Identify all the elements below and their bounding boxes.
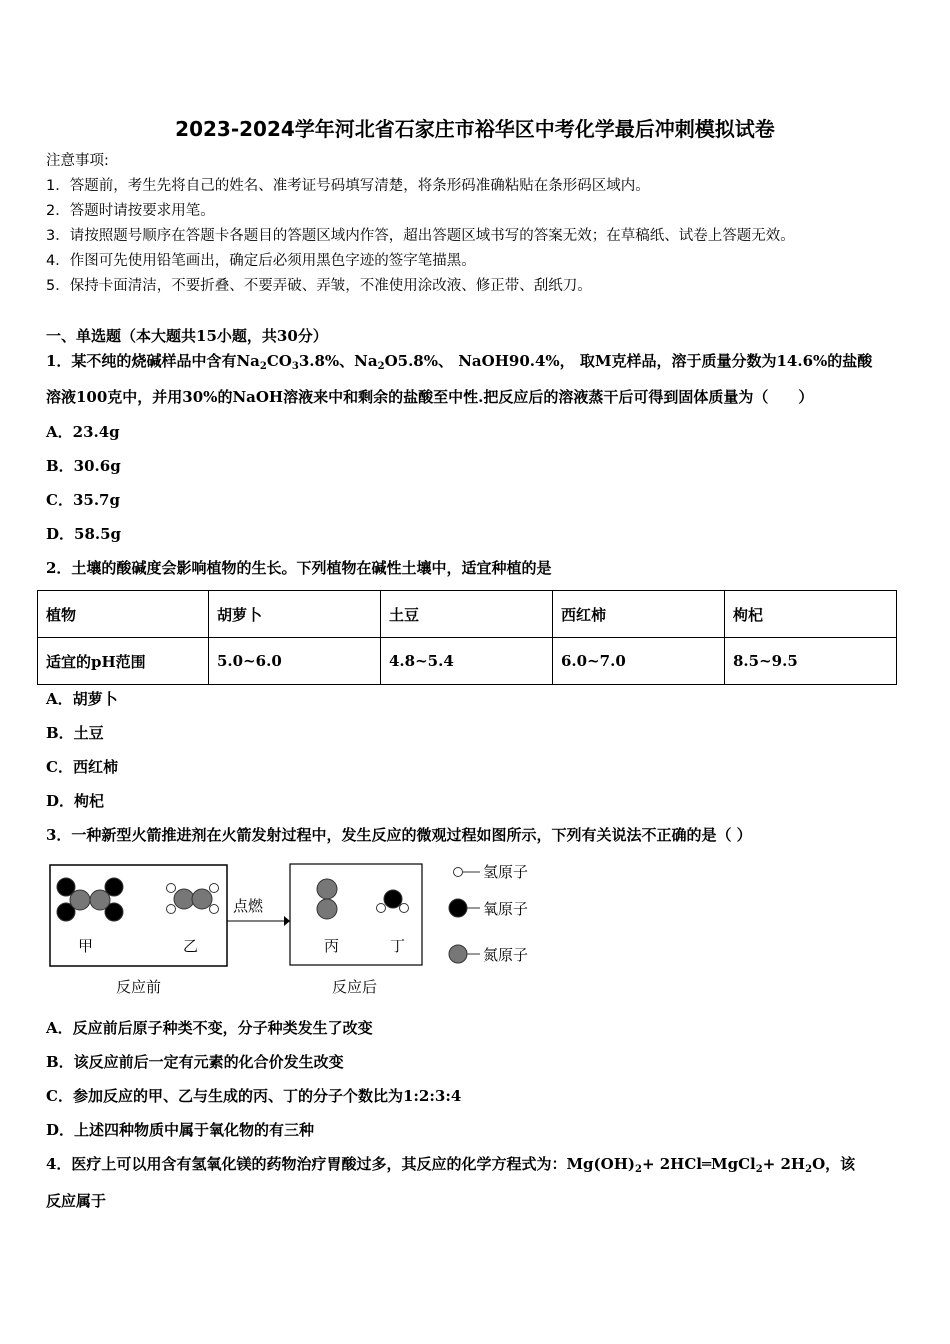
table-cell: 适宜的pH范围 [38, 638, 209, 685]
q2-option-b[interactable]: B．土豆 [46, 724, 104, 742]
label-ding: 丁 [390, 937, 406, 955]
note-item: 2．答题时请按要求用笔。 [46, 203, 215, 219]
arrow-label: 点燃 [233, 897, 264, 915]
q2-option-a[interactable]: A．胡萝卜 [46, 690, 118, 708]
q3-option-d[interactable]: D．上述四种物质中属于氧化物的有三种 [46, 1121, 315, 1139]
table-cell: 土豆 [381, 591, 553, 638]
q3-stem: 3．一种新型火箭推进剂在火箭发射过程中，发生反应的微观过程如图所示，下列有关说法不正确的是（ ） [46, 826, 752, 844]
q1-option-a[interactable]: A．23.4g [46, 423, 120, 441]
legend-oxygen: 氧原子 [483, 900, 529, 918]
legend-nitrogen: 氮原子 [483, 946, 529, 964]
legend-hydrogen: 氢原子 [483, 863, 529, 881]
section-heading: 一、单选题（本大题共15小题，共30分） [46, 327, 328, 345]
label-before: 反应前 [116, 978, 162, 996]
label-jia: 甲 [78, 937, 94, 955]
molecule-bing [317, 879, 337, 919]
label-yi: 乙 [183, 937, 199, 955]
table-cell: 植物 [38, 591, 209, 638]
molecule-jia [57, 878, 123, 921]
q1-option-c[interactable]: C．35.7g [46, 491, 120, 509]
table-cell: 4.8~5.4 [381, 638, 553, 685]
q3-option-a[interactable]: A．反应前后原子种类不变，分子种类发生了改变 [46, 1019, 373, 1037]
table-header-row [38, 591, 897, 638]
q1-stem: 1．某不纯的烧碱样品中含有$Na_2CO_33.8\%$、$Na_2O5.8\%$、 NaOH90.4%， 取M克样品，溶于质量分数为14.6%的盐酸 [46, 352, 873, 372]
label-bing: 丙 [324, 937, 340, 955]
molecule-ding [377, 890, 409, 913]
q2-option-d[interactable]: D．枸杞 [46, 792, 105, 810]
molecule-yi [167, 884, 219, 914]
table-cell: 枸杞 [725, 591, 897, 638]
label-after: 反应后 [332, 978, 378, 996]
table-cell: 胡萝卜 [209, 591, 381, 638]
q1-stem-line2: 溶液100克中，并用30%的NaOH溶液来中和剩余的盐酸至中性.把反应后的溶液蒸干后可得到固体质量为（ ） [46, 388, 814, 406]
before-box [50, 865, 227, 966]
q1-option-b[interactable]: B．30.6g [46, 457, 121, 475]
reaction-diagram [40, 850, 560, 1000]
q3-option-b[interactable]: B．该反应前后一定有元素的化合价发生改变 [46, 1053, 344, 1071]
table-cell: 5.0~6.0 [209, 638, 381, 685]
legend [449, 868, 480, 964]
q1-option-d[interactable]: D．58.5g [46, 525, 122, 543]
note-item: 1．答题前，考生先将自己的姓名、准考证号码填写清楚，将条形码准确粘贴在条形码区域内。 [46, 178, 650, 194]
q3-option-c[interactable]: C．参加反应的甲、乙与生成的丙、丁的分子个数比为1:2:3:4 [46, 1087, 462, 1105]
table-cell: 8.5~9.5 [725, 638, 897, 685]
table-cell: 西红柿 [553, 591, 725, 638]
q4-stem: 4．医疗上可以用含有氢氧化镁的药物治疗胃酸过多，其反应的化学方程式为：$Mg(OH)_2+$ 2HCl═MgCl$_2$+ $2H_2O$，该 [46, 1155, 856, 1175]
arrow-head-icon [284, 916, 290, 926]
table-row [38, 638, 897, 685]
table-cell: 6.0~7.0 [553, 638, 725, 685]
notes-heading: 注意事项: [46, 153, 109, 169]
note-item: 5．保持卡面清洁，不要折叠、不要弄破、弄皱，不准使用涂改液、修正带、刮纸刀。 [46, 278, 592, 294]
q2-option-c[interactable]: C．西红柿 [46, 758, 118, 776]
q4-stem-line2: 反应属于 [46, 1192, 107, 1210]
ph-table [37, 590, 897, 685]
q2-stem: 2．土壤的酸碱度会影响植物的生长。下列植物在碱性土壤中，适宜种植的是 [46, 559, 552, 577]
page-title: 2023-2024学年河北省石家庄市裕华区中考化学最后冲刺模拟试卷 [175, 117, 775, 141]
note-item: 4．作图可先使用铅笔画出，确定后必须用黑色字迹的签字笔描黑。 [46, 253, 476, 269]
note-item: 3．请按照题号顺序在答题卡各题目的答题区域内作答，超出答题区域书写的答案无效；在草稿纸、试卷上答题无效。 [46, 228, 795, 244]
